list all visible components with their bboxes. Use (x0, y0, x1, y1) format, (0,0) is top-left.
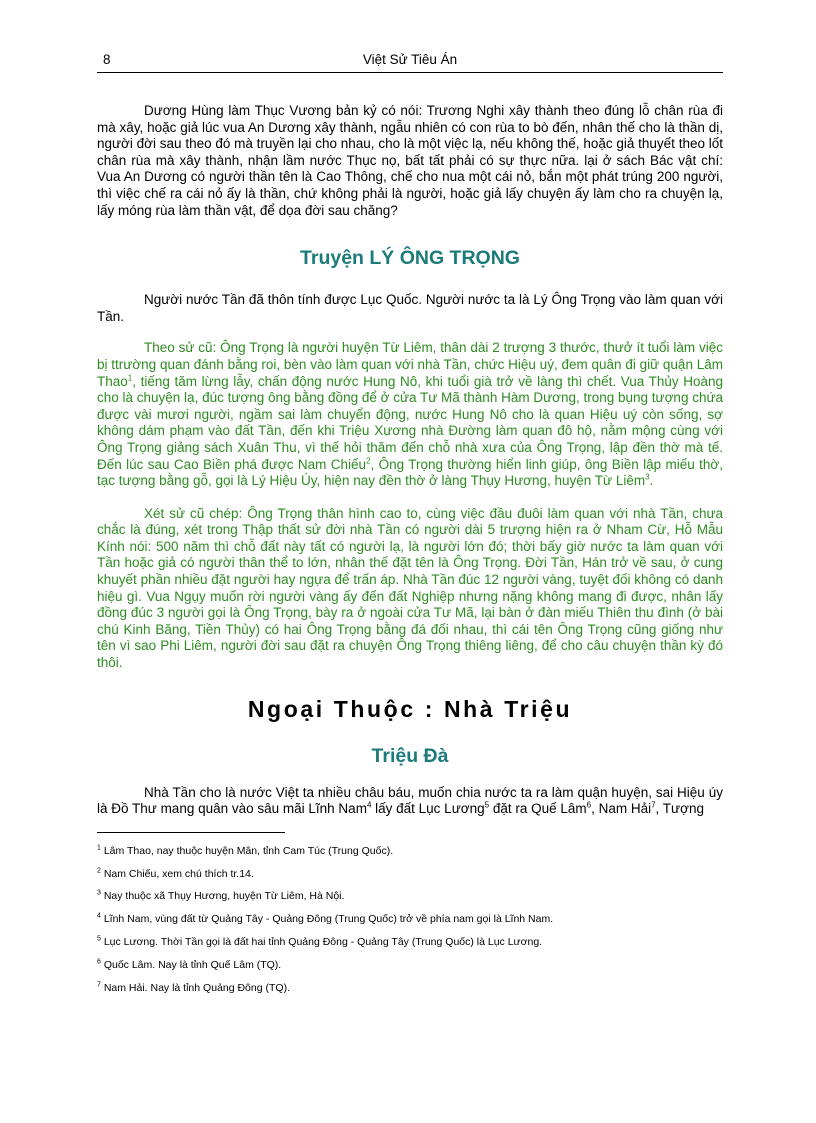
footnote (97, 982, 723, 995)
footnote-number: 4 (97, 912, 101, 920)
footnote-text: Nam Chiếu, xem chú thích tr.14. (103, 867, 254, 880)
text-segment: , Ông Trọng thường hiển linh giúp, ông Biền lập miếu thờ, tạc tượng bằng gỗ, gọi là Lý Hiệu Úy, hiện nay đền thờ ở làng Thụy Hương, huyện Từ Liêm (97, 456, 723, 489)
footnote (97, 890, 723, 903)
footnote-ref[interactable]: 1 (127, 373, 133, 383)
paragraph-theo-su-cu (97, 340, 723, 489)
footnote-ref[interactable]: 6 (586, 800, 592, 810)
footnote-text: Nay thuộc xã Thụy Hương, huyện Từ Liêm, Hà Nội. (103, 890, 345, 903)
paragraph-xet-su-cu: Xét sử cũ chép: Ông Trọng thân hình cao to, cùng việc đầu đuôi làm quan với nhà Tần, chưa chắc là đúng, xét trong Thập thất sử đời nhà Tần có người dài 5 trượng hiện ra ở Nham Cừ, Hỗ Mẫu Kính nói: 500 năm thì chỗ đất này tất có người lạ, là người lớn đó; thời bấy giờ nước ta làm quan với Tần hoặc giả có người thân thể to lớn, nhân thế đặt tên là Ông Trọng. Đời Tần, Hán trở về sau, ở cung khuyết phần nhiều đặt người hay ngựa để trấn áp. Nhà Tần đúc 12 người vàng, tuyệt đối không có danh hiệu gì. Vua Ngụy muốn rời người vàng ấy đến đất Nghiệp nhưng nặng không mang đi được, nhân lấy đồng đúc 3 người gọi là Ông Trọng, bày ra ở ngoài cửa Tư Mã, lại bàn ở đàn miếu Thiên thu đình (ở bài chú Kinh Băng, Tiền Thủy) có hai Ông Trọng bằng đá đối nhau, thì cái tên Ông Trọng cũng giống như tên vì sao Phi Liêm, người đời sau đặt ra chuyện Ông Trọng thiêng liêng, để cho câu chuyện thần kỳ đó thôi. (97, 505, 723, 671)
section-heading-ly-ong-trong: Truyện LÝ ÔNG TRỌNG (300, 247, 520, 270)
footnote-number: 7 (97, 981, 101, 989)
text-segment: lấy đất Lục Lương (371, 801, 485, 817)
footnote (97, 959, 723, 972)
footnote-divider (97, 832, 285, 833)
chapter-heading-ngoai-thuoc: Ngoại Thuộc : Nhà Triệu (247, 695, 573, 722)
running-header (97, 48, 723, 73)
footnote-number: 1 (97, 844, 101, 852)
page (97, 48, 723, 1004)
text-segment: , Tượng (655, 801, 704, 817)
footnote (97, 845, 723, 858)
text-segment: Nhà Tần cho là nước Việt ta nhiều châu báu, muốn chia nước ta ra làm quận huyện, sai Hiệu úy là Đồ Thư mang quân vào sâu mãi Lĩnh Nam (97, 784, 723, 817)
text-segment: . (649, 473, 654, 489)
footnote-number: 5 (97, 935, 101, 943)
paragraph-nuoc-tan: Người nước Tần đã thôn tính được Lục Quốc. Người nước ta là Lý Ông Trọng vào làm quan với Tần. (97, 292, 723, 324)
footnote-text: Lục Lương. Thời Tần gọi là đất hai tỉnh Quảng Đông - Quảng Tây (Trung Quốc) là Lục Lương. (103, 936, 543, 948)
footnote-ref[interactable]: 2 (366, 456, 371, 465)
footnote-ref[interactable]: 5 (484, 800, 490, 810)
footnote-number: 6 (97, 958, 101, 966)
footnote-text: Lĩnh Nam, vùng đất từ Quảng Tây - Quảng Đông (Trung Quốc) trở về phía nam gọi là Lĩnh Nam. (103, 913, 554, 926)
footnote-ref[interactable]: 4 (366, 800, 372, 810)
text-segment: , Nam Hải (591, 801, 652, 817)
footnote (97, 868, 723, 881)
footnote-text: Quốc Lâm. Nay là tỉnh Quế Lâm (TQ). (103, 958, 282, 971)
footnote-text: Lâm Thao, nay thuộc huyện Mân, tỉnh Cam Túc (Trung Quốc). (103, 844, 394, 857)
page-number: 8 (103, 52, 111, 67)
book-title: Việt Sử Tiêu Án (362, 52, 458, 67)
text-segment: Theo sử cũ: Ông Trọng là người huyện Từ Liêm, thân dài 2 trượng 3 thước, thưở ít tuổi làm việc bị ttrường quan đánh bằng roi, bèn vào làm quan với nhà Tần, chức Hiệu uý, đem quân đi giữ quận Lâm Thao (97, 340, 723, 389)
footnote-ref[interactable]: 7 (651, 800, 656, 810)
footnote-number: 3 (97, 889, 101, 897)
footnote-number: 2 (97, 867, 101, 875)
text-segment: , tiếng tăm lừng lẫy, chấn động nước Hung Nô, khi tuổi già trở về làng thì chết. Vua Thủy Hoàng cho là chuyện lạ, đúc tượng ông bằng đồng để ở cửa Tư Mã thành Hàm Dương, trong bụng tượng chứa được vài mươi người, ngầm sai làm chuyển động, nước Hung Nô cho là quan Hiệu uý còn sống, sợ không dám phạm vào đất Tần, đến khi Triệu Xương nhà Đường làm quan đô hộ, nằm mộng cùng với Ông Trọng giảng sách Xuân Thu, vì thế hỏi thăm đến chỗ nhà xưa của Ông Trọng, lập đền thờ mà tế. Đến lúc sau Cao Biền phá được Nam Chiếu (97, 373, 724, 472)
footnote (97, 913, 723, 926)
section-heading-trieu-da: Triệu Đà (371, 744, 449, 767)
footnote-ref[interactable]: 3 (645, 472, 650, 482)
text-segment: đặt ra Quế Lâm (489, 801, 587, 817)
footnote-text: Nam Hải. Nay là tỉnh Quảng Đông (TQ). (103, 981, 290, 994)
footnotes (97, 845, 723, 995)
footnote (97, 936, 723, 949)
paragraph-nha-tan (97, 785, 723, 818)
paragraph-duong-hung: Dương Hùng làm Thục Vương bản kỷ có nói: Trương Nghi xây thành theo đúng lỗ chân rùa đi mà xây, hoặc giả lúc vua An Dương xây thành, ngẫu nhiên có con rùa to bò đến, nhân thế cho là thần dị, người đời sau theo đó mà truyền lại cho nhau, cho là một việc lạ, nếu không thế, hoặc giả thuyết theo lốt chân rùa mà xây thành, nhận lầm nước Thục nọ, bất tất phải có sự thực nữa. lại ở sách Bác vật chí: Vua An Dương có người thần tên là Cao Thông, chế cho nua một cái nỏ, bắn một phát trúng 200 người, thì việc chế ra cái nỏ ấy là thần, chứ không phải là người, hoặc giả lấy chuyện ấy làm cho ra chuyện lạ, lấy móng rùa làm thần vật, để dọa đời sau chăng? (97, 103, 723, 218)
